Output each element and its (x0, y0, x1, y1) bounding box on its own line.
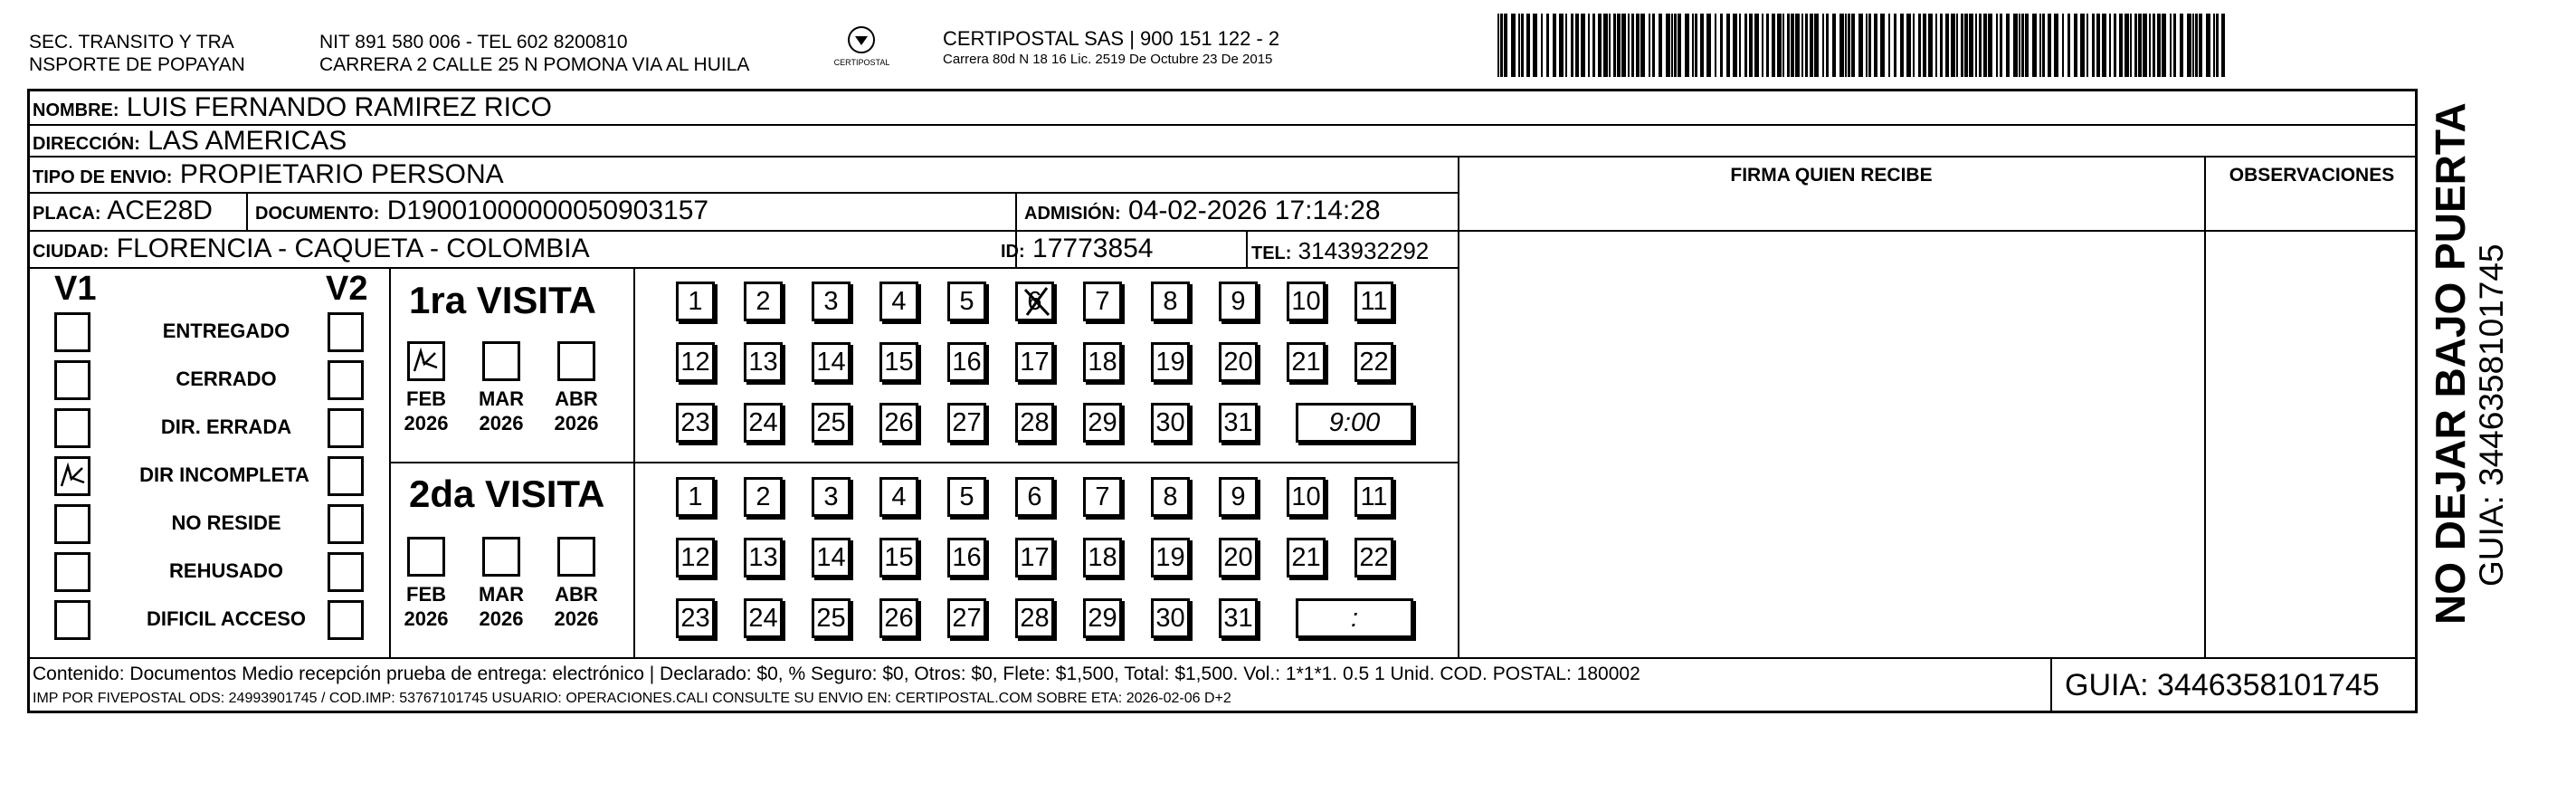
day-box[interactable]: 3 (812, 282, 851, 321)
barcode-bar (1826, 14, 1829, 77)
barcode-bar (1592, 14, 1595, 77)
barcode-bar (2019, 14, 2020, 77)
day-box[interactable]: 9 (1219, 477, 1258, 517)
barcode-bar (1526, 14, 1530, 77)
barcode-bar (1923, 14, 1926, 77)
barcode-bar (1598, 14, 1602, 77)
nit-line1: NIT 891 580 006 - TEL 602 8200810 (319, 32, 628, 53)
status-label: CERRADO (176, 368, 277, 390)
company-line1: CERTIPOSTAL SAS | 900 151 122 - 2 (943, 27, 1280, 50)
barcode-bar (1945, 14, 1949, 77)
status-label: DIFICIL ACCESO (146, 607, 306, 630)
barcode-bar (1636, 14, 1640, 77)
barcode-bar (1983, 14, 1987, 77)
barcode-bar (1782, 14, 1784, 77)
day-box[interactable]: 23 (676, 598, 715, 638)
plate-value: ACE28D (107, 196, 213, 225)
visit-time-box[interactable]: : (1296, 598, 1413, 638)
v1-checkbox[interactable] (54, 408, 90, 448)
day-box[interactable]: 19 (1151, 342, 1190, 382)
company-line2: Carrera 80d N 18 16 Lic. 2519 De Octubre 23 De 2015 (943, 52, 1273, 67)
day-box[interactable]: 29 (1083, 403, 1122, 443)
barcode-bar (2021, 14, 2024, 77)
side-notice (2427, 100, 2508, 625)
day-box[interactable]: 21 (1287, 538, 1326, 578)
month-label: FEB 2026 (404, 583, 449, 630)
barcode (1497, 14, 2230, 77)
barcode-bar (1918, 14, 1921, 77)
barcode-bar (1754, 14, 1759, 77)
barcode-bar (1617, 14, 1621, 77)
handwritten-check-icon (410, 344, 441, 378)
day-box[interactable]: 12 (676, 342, 715, 382)
barcode-bar (2096, 14, 2100, 77)
v1-checkbox[interactable] (54, 600, 90, 640)
day-box[interactable]: 25 (812, 403, 851, 443)
day-box[interactable]: 26 (879, 598, 918, 638)
barcode-bar (1571, 14, 1573, 77)
barcode-bar (1935, 14, 1937, 77)
day-box[interactable]: 29 (1083, 598, 1122, 638)
barcode-bar (1787, 14, 1790, 77)
day-box[interactable]: 1 (676, 282, 715, 321)
barcode-bar (2067, 14, 2070, 77)
barcode-bar (2130, 14, 2132, 77)
barcode-bar (1640, 14, 1645, 77)
barcode-bar (2206, 14, 2210, 77)
footer-guide-number: GUIA: 3446358101745 (2065, 668, 2380, 702)
barcode-bar (1603, 14, 1608, 77)
day-box[interactable]: 28 (1015, 598, 1054, 638)
admission-value: 04-02-2026 17:14:28 (1128, 196, 1381, 225)
barcode-bar (2173, 14, 2176, 77)
visit-time-box[interactable]: 9:00 (1296, 403, 1413, 443)
id-field (1001, 234, 1154, 267)
barcode-bar (2102, 14, 2106, 77)
tel-label: TEL: (1251, 243, 1292, 263)
day-box[interactable]: 12 (676, 538, 715, 578)
month-checkbox[interactable] (407, 537, 445, 577)
name-value: LUIS FERNANDO RAMIREZ RICO (126, 92, 552, 122)
barcode-bar (1649, 14, 1650, 77)
v1-checkbox[interactable] (54, 504, 90, 544)
barcode-bar (1497, 14, 1499, 77)
barcode-bar (2109, 14, 2111, 77)
day-box[interactable]: 13 (744, 538, 783, 578)
barcode-bar (1940, 14, 1943, 77)
day-box[interactable]: 31 (1219, 403, 1258, 443)
barcode-bar (2039, 14, 2041, 77)
v1-checkbox[interactable] (54, 312, 90, 352)
month-label: MAR 2026 (478, 583, 525, 630)
barcode-bar (1674, 14, 1677, 77)
barcode-bar (1671, 14, 1673, 77)
barcode-bar (2000, 14, 2002, 77)
day-box[interactable]: 9 (1219, 282, 1258, 321)
barcode-bar (1851, 14, 1855, 77)
barcode-bar (1726, 14, 1730, 77)
day-box[interactable]: 10 (1287, 282, 1326, 321)
month-checkbox[interactable] (557, 537, 595, 577)
footer-print-info: IMP POR FIVEPOSTAL ODS: 24993901745 / COD.IMP: 53767101745 USUARIO: OPERACIONES.CALI CONSULTE SU ENVIO EN: CERTIPOSTAL.COM SOBRE ETA: 2026-02-06 D+2 (33, 691, 1231, 706)
month-checkbox[interactable] (407, 341, 445, 381)
barcode-bar (2195, 14, 2198, 77)
barcode-bar (1814, 14, 1819, 77)
barcode-bar (1631, 14, 1634, 77)
barcode-bar (1969, 14, 1973, 77)
day-box[interactable]: 4 (879, 477, 918, 517)
barcode-bar (1795, 14, 1800, 77)
barcode-bar (2216, 14, 2219, 77)
nit-block (319, 31, 826, 76)
barcode-bar (2054, 14, 2058, 77)
day-box[interactable]: 2 (744, 477, 783, 517)
day-box[interactable]: 30 (1151, 403, 1190, 443)
barcode-bar (1695, 14, 1697, 77)
type-field (33, 159, 504, 193)
visit1-title: 1ra VISITA (409, 279, 596, 321)
barcode-bar (2006, 14, 2010, 77)
barcode-bar (1839, 14, 1844, 77)
admission-field (1024, 196, 1381, 229)
barcode-bar (2162, 14, 2166, 77)
day-box[interactable]: 18 (1083, 342, 1122, 382)
barcode-bar (1521, 14, 1524, 77)
barcode-bar (1913, 14, 1915, 77)
day-box[interactable]: 20 (1219, 342, 1258, 382)
city-label: CIUDAD: (33, 242, 109, 262)
document-label: DOCUMENTO: (255, 204, 380, 224)
barcode-bar (2213, 14, 2215, 77)
v2-checkbox[interactable] (328, 408, 364, 448)
handwritten-check-icon (57, 459, 88, 493)
name-field (33, 92, 552, 126)
signature-column-head: FIRMA QUIEN RECIBE (1730, 165, 1933, 186)
barcode-bar (1956, 14, 1958, 77)
document-value: D19001000000050903157 (386, 196, 709, 225)
barcode-bar (1706, 14, 1711, 77)
day-box[interactable]: 20 (1219, 538, 1258, 578)
v1-checkbox[interactable] (54, 552, 90, 592)
v2-checkbox[interactable] (328, 600, 364, 640)
barcode-bar (2042, 14, 2045, 77)
day-box[interactable]: 19 (1151, 538, 1190, 578)
barcode-bar (1832, 14, 1836, 77)
observations-column-head: OBSERVACIONES (2229, 165, 2395, 186)
barcode-bar (1928, 14, 1933, 77)
barcode-bar (1700, 14, 1704, 77)
month-checkbox[interactable] (482, 341, 520, 381)
tel-value: 3143932292 (1298, 237, 1430, 264)
no-under-door-warning: NO DEJAR BAJO PUERTA (2427, 102, 2474, 625)
day-box[interactable]: 24 (744, 403, 783, 443)
day-box[interactable]: 30 (1151, 598, 1190, 638)
barcode-bar (1613, 14, 1616, 77)
barcode-bar (1588, 14, 1590, 77)
barcode-bar (1692, 14, 1694, 77)
barcode-bar (1822, 14, 1824, 77)
barcode-bar (1772, 14, 1775, 77)
v1-checkbox[interactable] (54, 456, 90, 496)
day-box[interactable]: 2 (744, 282, 783, 321)
barcode-bar (1621, 14, 1626, 77)
v1-head: V1 (54, 270, 97, 308)
day-box[interactable]: 26 (879, 403, 918, 443)
barcode-bar (1666, 14, 1670, 77)
day-box[interactable]: 14 (812, 342, 851, 382)
day-box[interactable]: 6 (1015, 477, 1054, 517)
v2-checkbox[interactable] (328, 504, 364, 544)
day-box[interactable]: 6 (1015, 282, 1054, 321)
day-box[interactable]: 17 (1015, 538, 1054, 578)
barcode-bar (2149, 14, 2151, 77)
barcode-bar (2143, 14, 2147, 77)
barcode-bar (2013, 14, 2018, 77)
barcode-bar (2032, 14, 2037, 77)
barcode-bar (2074, 14, 2077, 77)
v2-checkbox[interactable] (328, 360, 364, 400)
day-box[interactable]: 5 (947, 477, 986, 517)
barcode-bar (1720, 14, 1723, 77)
day-box[interactable]: 22 (1355, 538, 1393, 578)
barcode-bar (1961, 14, 1963, 77)
day-box[interactable]: 13 (744, 342, 783, 382)
status-label: ENTREGADO (162, 320, 290, 342)
barcode-bar (2086, 14, 2088, 77)
barcode-bar (2048, 14, 2051, 77)
day-box[interactable]: 5 (947, 282, 986, 321)
day-box[interactable]: 7 (1083, 282, 1122, 321)
barcode-bar (2180, 14, 2183, 77)
barcode-bar (2153, 14, 2155, 77)
plate-label: PLACA: (33, 204, 101, 224)
name-label: NOMBRE: (33, 100, 119, 120)
barcode-bar (2138, 14, 2142, 77)
day-box[interactable]: 8 (1151, 282, 1190, 321)
barcode-bar (2187, 14, 2191, 77)
barcode-bar (2199, 14, 2202, 77)
barcode-bar (1559, 14, 1564, 77)
day-box[interactable]: 17 (1015, 342, 1054, 382)
visit2-title: 2da VISITA (409, 473, 605, 515)
address-value: LAS AMERICAS (147, 126, 347, 156)
day-box[interactable]: 25 (812, 598, 851, 638)
barcode-bar (1996, 14, 1998, 77)
barcode-bar (1874, 14, 1877, 77)
day-box[interactable]: 15 (879, 538, 918, 578)
day-box[interactable]: 15 (879, 342, 918, 382)
barcode-bar (1733, 14, 1737, 77)
barcode-bar (1581, 14, 1585, 77)
month-checkbox[interactable] (482, 537, 520, 577)
status-label: DIR. ERRADA (160, 415, 292, 438)
day-box[interactable]: 14 (812, 538, 851, 578)
barcode-bar (1964, 14, 1968, 77)
day-box[interactable]: 31 (1219, 598, 1258, 638)
barcode-bar (1511, 14, 1516, 77)
barcode-bar (1975, 14, 1977, 77)
barcode-bar (1739, 14, 1741, 77)
barcode-bar (2025, 14, 2029, 77)
barcode-bar (2221, 14, 2225, 77)
day-box[interactable]: 11 (1355, 477, 1393, 517)
day-box[interactable]: 7 (1083, 477, 1122, 517)
day-box[interactable]: 18 (1083, 538, 1122, 578)
handwritten-x-icon (1020, 284, 1054, 319)
barcode-bar (1906, 14, 1911, 77)
barcode-bar (2114, 14, 2116, 77)
v2-checkbox[interactable] (328, 552, 364, 592)
day-box[interactable]: 28 (1015, 403, 1054, 443)
day-box[interactable]: 23 (676, 403, 715, 443)
barcode-bar (1979, 14, 1982, 77)
barcode-bar (1744, 14, 1747, 77)
plate-field (33, 196, 213, 229)
barcode-bar (1504, 14, 1507, 77)
footer-contents: Contenido: Documentos Medio recepción prueba de entrega: electrónico | Declarado: $0, % Seguro: $0, Otros: $0, Flete: $1,500, Total: $1,500. Vol.: 1*1*1. 0.5 1 Unid. COD. POSTAL: 180002 (33, 664, 1640, 684)
v1-checkbox[interactable] (54, 360, 90, 400)
barcode-bar (1801, 14, 1803, 77)
address-label: DIRECCIÓN: (33, 134, 140, 154)
month-label: ABR 2026 (554, 387, 599, 434)
barcode-bar (1951, 14, 1955, 77)
barcode-bar (1868, 14, 1871, 77)
issuer-block (29, 31, 291, 76)
document-field (255, 196, 708, 229)
v2-checkbox[interactable] (328, 312, 364, 352)
month-label: MAR 2026 (478, 387, 525, 434)
issuer-line1: SEC. TRANSITO Y TRA (29, 32, 234, 53)
barcode-bar (2062, 14, 2064, 77)
month-label: ABR 2026 (554, 583, 599, 630)
month-label: FEB 2026 (404, 387, 449, 434)
day-box[interactable]: 27 (947, 403, 986, 443)
status-label: REHUSADO (169, 559, 283, 582)
address-field (33, 126, 347, 159)
barcode-bar (1565, 14, 1567, 77)
day-box[interactable]: 16 (947, 342, 986, 382)
barcode-bar (1678, 14, 1681, 77)
barcode-bar (1628, 14, 1630, 77)
barcode-bar (1533, 14, 1537, 77)
barcode-bar (1659, 14, 1662, 77)
admission-label: ADMISIÓN: (1024, 204, 1121, 224)
logo-text: CERTIPOSTAL (833, 58, 890, 67)
v2-head: V2 (326, 270, 368, 308)
day-box[interactable]: 27 (947, 598, 986, 638)
issuer-line2: NSPORTE DE POPAYAN (29, 54, 245, 75)
day-box[interactable]: 22 (1355, 342, 1393, 382)
barcode-bar (1749, 14, 1753, 77)
id-label: ID: (1001, 242, 1025, 262)
barcode-bar (1866, 14, 1868, 77)
barcode-bar (2192, 14, 2194, 77)
barcode-bar (1500, 14, 1503, 77)
barcode-bar (1845, 14, 1847, 77)
barcode-bar (1791, 14, 1794, 77)
day-box[interactable]: 24 (744, 598, 783, 638)
barcode-bar (1715, 14, 1716, 77)
day-box[interactable]: 3 (812, 477, 851, 517)
barcode-bar (1518, 14, 1520, 77)
barcode-bar (2157, 14, 2161, 77)
barcode-bar (1988, 14, 1992, 77)
barcode-bar (1880, 14, 1885, 77)
day-box[interactable]: 16 (947, 538, 986, 578)
barcode-bar (1777, 14, 1782, 77)
barcode-bar (2134, 14, 2137, 77)
tel-field (1251, 235, 1429, 269)
barcode-bar (1553, 14, 1556, 77)
barcode-bar (2092, 14, 2095, 77)
month-checkbox[interactable] (557, 341, 595, 381)
city-field (33, 234, 590, 267)
barcode-bar (1575, 14, 1579, 77)
company-block (943, 27, 1450, 68)
barcode-bar (1810, 14, 1813, 77)
certipostal-logo (819, 25, 905, 71)
barcode-bar (2124, 14, 2129, 77)
status-label: NO RESIDE (171, 511, 281, 534)
day-box[interactable]: 10 (1287, 477, 1326, 517)
day-box[interactable]: 8 (1151, 477, 1190, 517)
type-value: PROPIETARIO PERSONA (179, 159, 504, 189)
barcode-bar (1894, 14, 1896, 77)
id-value: 17773854 (1032, 234, 1154, 263)
barcode-bar (1652, 14, 1655, 77)
barcode-bar (1766, 14, 1769, 77)
barcode-bar (1541, 14, 1543, 77)
day-box[interactable]: 1 (676, 477, 715, 517)
barcode-bar (2080, 14, 2085, 77)
type-label: TIPO DE ENVIO: (33, 167, 173, 187)
day-box[interactable]: 4 (879, 282, 918, 321)
day-box[interactable]: 11 (1355, 282, 1393, 321)
barcode-bar (1848, 14, 1850, 77)
barcode-bar (2170, 14, 2172, 77)
nit-line2: CARRERA 2 CALLE 25 N POMONA VIA AL HUILA (319, 54, 750, 75)
side-guide-number: GUIA: 3446358101745 (2473, 243, 2510, 587)
barcode-bar (1888, 14, 1890, 77)
barcode-bar (1805, 14, 1808, 77)
barcode-bar (1762, 14, 1763, 77)
barcode-bar (1900, 14, 1904, 77)
barcode-bar (1546, 14, 1549, 77)
barcode-bar (2119, 14, 2123, 77)
barcode-bar (1609, 14, 1611, 77)
day-box[interactable]: 21 (1287, 342, 1326, 382)
city-value: FLORENCIA - CAQUETA - COLOMBIA (116, 234, 590, 263)
status-label: DIR INCOMPLETA (139, 463, 309, 486)
barcode-bar (1858, 14, 1863, 77)
barcode-bar (1685, 14, 1689, 77)
v2-checkbox[interactable] (328, 456, 364, 496)
